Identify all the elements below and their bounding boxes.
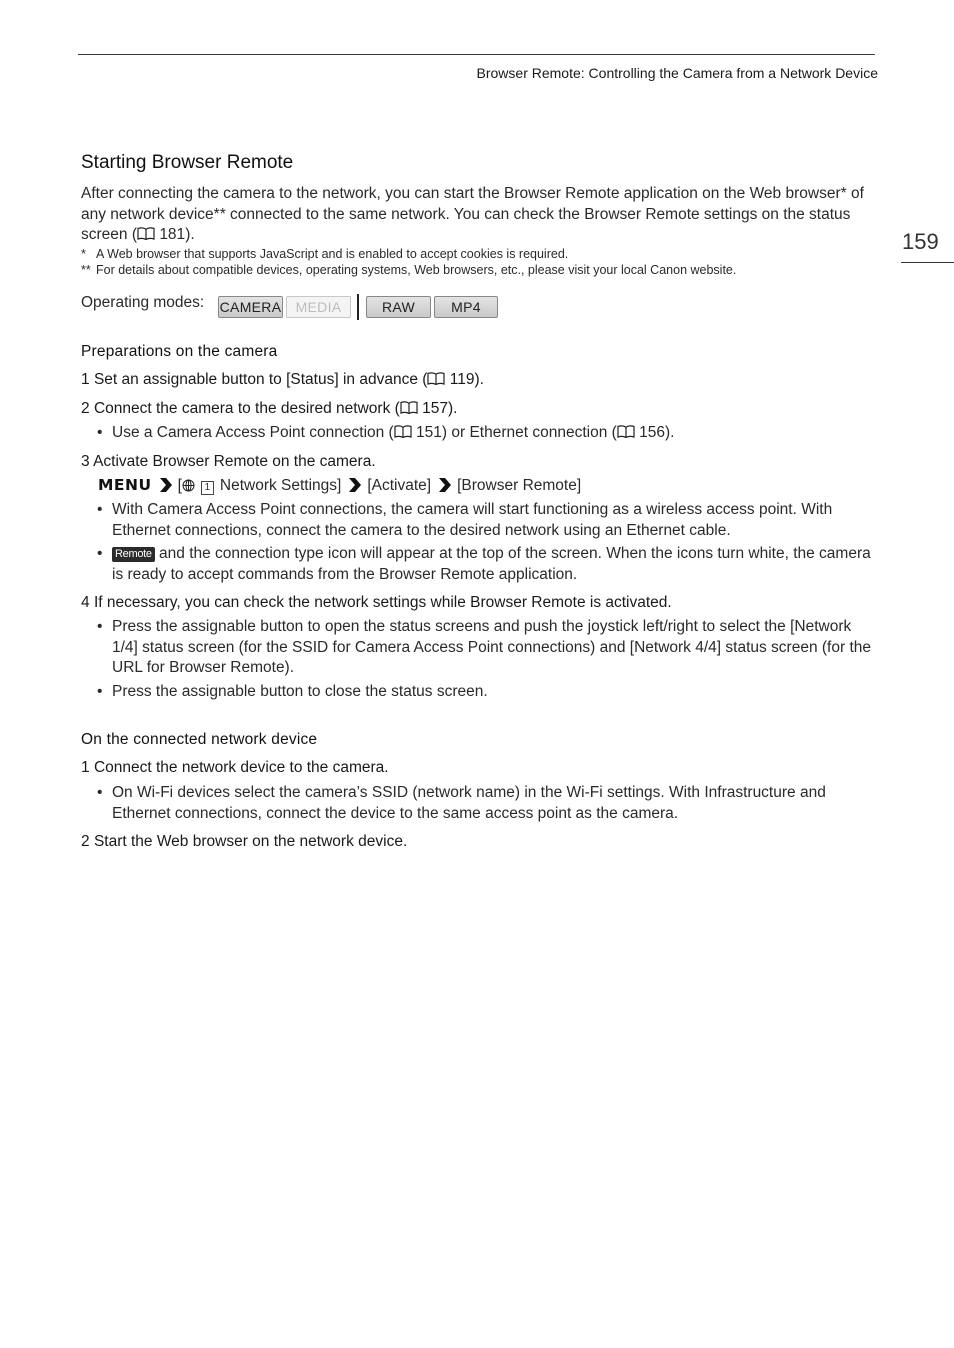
- arrow-right-icon: [347, 477, 363, 493]
- book-icon: [400, 401, 418, 414]
- running-head: Browser Remote: Controlling the Camera from a Network Device: [476, 65, 878, 81]
- section-title: Starting Browser Remote: [81, 152, 294, 173]
- camera-step-3-bullet-2: • Remote and the connection type icon will appear at the top of the screen. When the icons turn white, the camera is ready to accept commands from the Browser Remote application.: [97, 545, 871, 583]
- camera-step-3-bullet-1: • With Camera Access Point connections, the camera will start functioning as a wireless access point. With Ethernet connections, connect the camera to the desired network using an Ethernet cable.: [97, 501, 833, 539]
- mode-mp4-badge: MP4: [434, 296, 498, 318]
- device-step-2: 2 Start the Web browser on the network device.: [81, 833, 408, 850]
- camera-step-2: 2 Connect the camera to the desired network ( 157).: [81, 400, 458, 417]
- book-icon: [394, 425, 412, 438]
- camera-prep-heading: Preparations on the camera: [81, 343, 278, 360]
- ap-page-ref[interactable]: 151: [416, 424, 442, 441]
- modes-separator: [357, 294, 359, 320]
- menu-page-number-box: 1: [201, 481, 214, 495]
- device-step-1-bullet: • On Wi-Fi devices select the camera’s SSID (network name) in the Wi-Fi settings. With Infrastructure and Ethernet connections, connect the device to the same access point as the camera.: [97, 784, 826, 822]
- intro-paragraph: After connecting the camera to the network, you can start the Browser Remote application on the Web browser* of any network device** connected to the same network. You can check the Browser Remote settings on the status screen ( 181).: [81, 185, 864, 243]
- menu-label: MENU: [98, 476, 152, 494]
- arrow-right-icon: [158, 477, 174, 493]
- page-number-rule: [901, 262, 954, 263]
- operating-modes-label: Operating modes:: [81, 294, 205, 311]
- book-icon: [617, 425, 635, 438]
- device-step-1: 1 Connect the network device to the camera.: [81, 759, 389, 776]
- camera-step-1: 1 Set an assignable button to [Status] in advance ( 119).: [81, 371, 484, 388]
- mode-media-badge: MEDIA: [286, 296, 351, 318]
- ethernet-page-ref[interactable]: 156: [639, 424, 665, 441]
- header-rule: [78, 54, 875, 55]
- menu-path: MENU [ 1 Network Settings] [Activate] [Browser Remote]: [98, 476, 582, 494]
- camera-step-4-bullet-2: • Press the assignable button to close the status screen.: [97, 683, 488, 700]
- camera-step-4-bullet-1: • Press the assignable button to open the status screens and push the joystick left/right to select the [Network 1/4] status screen (for the SSID for Camera Access Point connections) and [Network 4/4] status screen (for the URL for Browser Remote).: [97, 618, 871, 676]
- footnote-2: ** For details about compatible devices, operating systems, Web browsers, etc., please visit your local Canon website.: [81, 263, 737, 277]
- step2-page-ref[interactable]: 157: [422, 400, 448, 417]
- arrow-right-icon: [437, 477, 453, 493]
- book-icon: [427, 372, 445, 385]
- camera-step-4: 4 If necessary, you can check the network settings while Browser Remote is activated.: [81, 594, 672, 611]
- page-number: 159: [902, 229, 939, 254]
- intro-page-ref[interactable]: 181: [159, 226, 186, 243]
- camera-step-2-bullet: • Use a Camera Access Point connection ( 151) or Ethernet connection ( 156).: [97, 424, 675, 441]
- footnote-1: * A Web browser that supports JavaScript and is enabled to accept cookies is required.: [81, 247, 569, 261]
- device-heading: On the connected network device: [81, 731, 318, 748]
- network-globe-icon: [182, 479, 195, 492]
- remote-icon: Remote: [112, 547, 155, 562]
- mode-raw-badge: RAW: [366, 296, 431, 318]
- camera-step-3: 3 Activate Browser Remote on the camera.: [81, 453, 376, 470]
- mode-camera-badge: CAMERA: [218, 296, 283, 318]
- book-icon: [137, 227, 155, 240]
- step1-page-ref[interactable]: 119: [449, 371, 475, 388]
